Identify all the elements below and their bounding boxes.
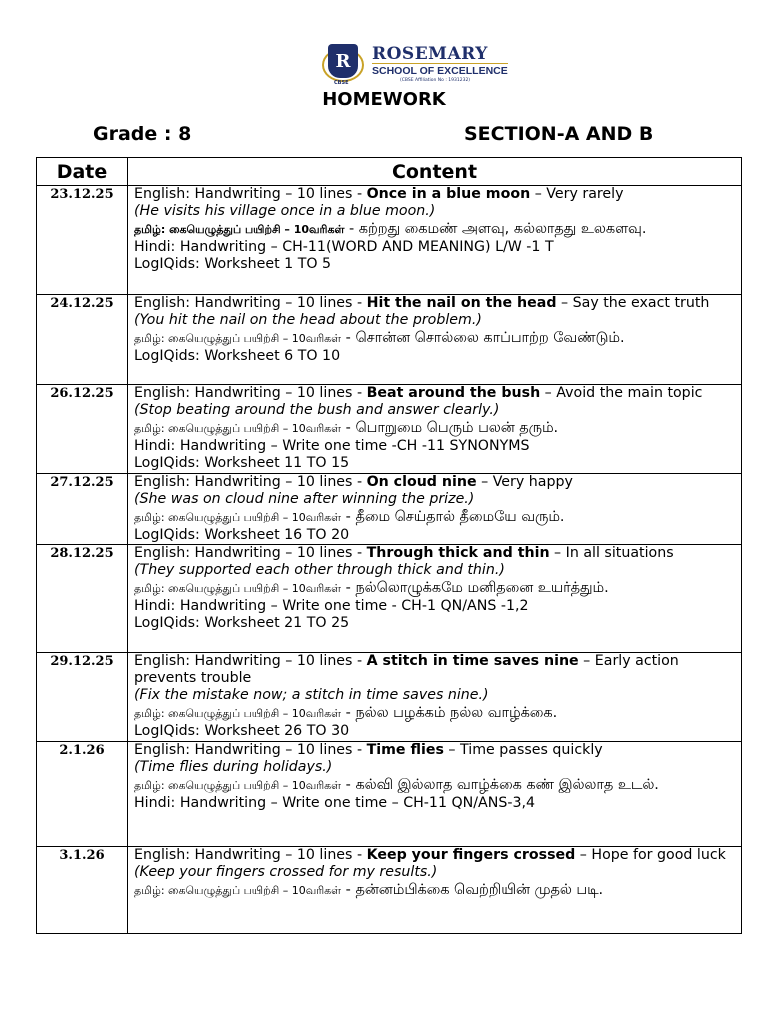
table-row bbox=[37, 847, 742, 934]
idiom: On cloud nine bbox=[366, 474, 477, 490]
tamil-task bbox=[134, 220, 735, 239]
row-content bbox=[128, 545, 742, 653]
content-header: Content bbox=[128, 158, 742, 186]
english-prefix: English: Handwriting – 10 lines - bbox=[134, 653, 367, 669]
homework-table bbox=[36, 157, 742, 934]
tamil-proverb: - சொன்ன சொல்லை காப்பாற்ற வேண்டும். bbox=[341, 330, 625, 346]
table-row bbox=[37, 474, 742, 545]
english-task bbox=[134, 653, 735, 704]
english-prefix: English: Handwriting – 10 lines - bbox=[134, 385, 367, 401]
page-title: HOMEWORK bbox=[322, 89, 446, 110]
tamil-task bbox=[134, 776, 735, 795]
school-subtitle: SCHOOL OF EXCELLENCE bbox=[372, 65, 508, 77]
english-task bbox=[134, 474, 735, 508]
idiom-meaning: – In all situations bbox=[549, 545, 674, 561]
row-date: 2.1.26 bbox=[37, 742, 128, 847]
logiqids-task: LogIQids: Worksheet 6 TO 10 bbox=[134, 348, 341, 364]
logo-cbse: CBSE bbox=[334, 80, 349, 86]
school-name: ROSEMARY bbox=[372, 44, 488, 64]
tamil-proverb: - பொறுமை பெரும் பலன் தரும். bbox=[341, 420, 559, 436]
school-logo bbox=[322, 44, 508, 86]
idiom: Keep your fingers crossed bbox=[366, 847, 576, 863]
idiom-example: (They supported each other through thick and thin.) bbox=[134, 562, 505, 578]
idiom-meaning: – Say the exact truth bbox=[556, 295, 710, 311]
english-prefix: English: Handwriting – 10 lines - bbox=[134, 545, 367, 561]
english-prefix: English: Handwriting – 10 lines - bbox=[134, 847, 367, 863]
tamil-prefix: தமிழ்: கையெழுத்துப் பயிற்சி – 10வரிகள் bbox=[134, 511, 342, 524]
hindi-task: Hindi: Handwriting – Write one time - CH-1 QN/ANS -1,2 bbox=[134, 598, 529, 614]
tamil-proverb: - கல்வி இல்லாத வாழ்க்கை கண் இல்லாத உடல். bbox=[341, 777, 659, 793]
school-affiliation: (CBSE Affiliation No : 1931232) bbox=[400, 78, 471, 83]
row-date: 29.12.25 bbox=[37, 653, 128, 742]
idiom-meaning: – Very rarely bbox=[530, 186, 624, 202]
tamil-prefix: தமிழ்: கையெழுத்துப் பயிற்சி – 10வரிகள் bbox=[134, 707, 342, 720]
idiom: Hit the nail on the head bbox=[366, 295, 557, 311]
row-date: 28.12.25 bbox=[37, 545, 128, 653]
tamil-prefix: தமிழ்: கையெழுத்துப் பயிற்சி – 10வரிகள் bbox=[134, 223, 345, 236]
idiom: Through thick and thin bbox=[366, 545, 550, 561]
row-date: 3.1.26 bbox=[37, 847, 128, 934]
table-row bbox=[37, 385, 742, 474]
idiom-meaning: – Early action prevents trouble bbox=[134, 653, 679, 686]
tamil-task bbox=[134, 881, 735, 900]
logo-letter: R bbox=[335, 50, 351, 72]
row-content bbox=[128, 742, 742, 847]
idiom: Time flies bbox=[366, 742, 444, 758]
tamil-task bbox=[134, 329, 735, 348]
tamil-task bbox=[134, 508, 735, 527]
row-content bbox=[128, 474, 742, 545]
row-content bbox=[128, 847, 742, 934]
english-prefix: English: Handwriting – 10 lines - bbox=[134, 742, 367, 758]
idiom-example: (Fix the mistake now; a stitch in time saves nine.) bbox=[134, 687, 489, 703]
row-date: 27.12.25 bbox=[37, 474, 128, 545]
logiqids-task: LogIQids: Worksheet 16 TO 20 bbox=[134, 527, 350, 543]
idiom: A stitch in time saves nine bbox=[366, 653, 579, 669]
logiqids-task: LogIQids: Worksheet 21 TO 25 bbox=[134, 615, 350, 631]
english-prefix: English: Handwriting – 10 lines - bbox=[134, 186, 367, 202]
idiom-example: (Time flies during holidays.) bbox=[134, 759, 333, 775]
english-task bbox=[134, 545, 735, 579]
tamil-proverb: - தன்னம்பிக்கை வெற்றியின் முதல் படி. bbox=[341, 882, 604, 898]
table-row bbox=[37, 742, 742, 847]
row-content bbox=[128, 186, 742, 295]
row-content bbox=[128, 653, 742, 742]
idiom-example: (She was on cloud nine after winning the prize.) bbox=[134, 491, 475, 507]
table-row bbox=[37, 295, 742, 385]
idiom-example: (You hit the nail on the head about the problem.) bbox=[134, 312, 482, 328]
tamil-task bbox=[134, 704, 735, 723]
english-prefix: English: Handwriting – 10 lines - bbox=[134, 474, 367, 490]
table-body bbox=[37, 186, 742, 934]
english-task bbox=[134, 295, 735, 329]
logiqids-task: LogIQids: Worksheet 11 TO 15 bbox=[134, 455, 350, 471]
english-task bbox=[134, 847, 735, 881]
english-task bbox=[134, 742, 735, 776]
tamil-proverb: - நல்ல பழக்கம் நல்ல வாழ்க்கை. bbox=[341, 705, 558, 721]
tamil-task bbox=[134, 419, 735, 438]
tamil-proverb: - கற்றது கைமண் அளவு, கல்லாதது உலகளவு. bbox=[344, 221, 647, 237]
table-header-row bbox=[37, 158, 742, 186]
tamil-prefix: தமிழ்: கையெழுத்துப் பயிற்சி – 10வரிகள் bbox=[134, 422, 342, 435]
hindi-task: Hindi: Handwriting – Write one time -CH -11 SYNONYMS bbox=[134, 438, 530, 454]
row-content bbox=[128, 385, 742, 474]
section-label: SECTION-A AND B bbox=[464, 123, 654, 145]
english-task bbox=[134, 385, 735, 419]
idiom-meaning: – Hope for good luck bbox=[575, 847, 726, 863]
idiom-meaning: – Avoid the main topic bbox=[540, 385, 703, 401]
row-content bbox=[128, 295, 742, 385]
english-prefix: English: Handwriting – 10 lines - bbox=[134, 295, 367, 311]
tamil-task bbox=[134, 579, 735, 598]
grade-label: Grade : 8 bbox=[93, 123, 192, 145]
idiom-meaning: – Time passes quickly bbox=[443, 742, 603, 758]
english-task bbox=[134, 186, 735, 220]
date-header: Date bbox=[37, 158, 128, 186]
shield-icon bbox=[328, 44, 358, 78]
idiom-meaning: – Very happy bbox=[476, 474, 573, 490]
idiom-example: (Stop beating around the bush and answer clearly.) bbox=[134, 402, 500, 418]
row-date: 23.12.25 bbox=[37, 186, 128, 295]
table-row bbox=[37, 653, 742, 742]
idiom-example: (Keep your fingers crossed for my results.) bbox=[134, 864, 438, 880]
table-row bbox=[37, 545, 742, 653]
tamil-proverb: - நல்லொழுக்கமே மனிதனை உயர்த்தும். bbox=[341, 580, 609, 596]
hindi-task: Hindi: Handwriting – Write one time – CH-11 QN/ANS-3,4 bbox=[134, 795, 536, 811]
tamil-prefix: தமிழ்: கையெழுத்துப் பயிற்சி – 10வரிகள் bbox=[134, 779, 342, 792]
idiom: Beat around the bush bbox=[366, 385, 541, 401]
tamil-prefix: தமிழ்: கையெழுத்துப் பயிற்சி – 10வரிகள் bbox=[134, 332, 342, 345]
row-date: 26.12.25 bbox=[37, 385, 128, 474]
hindi-task: Hindi: Handwriting – CH-11(WORD AND MEANING) L/W -1 T bbox=[134, 239, 554, 255]
tamil-prefix: தமிழ்: கையெழுத்துப் பயிற்சி – 10வரிகள் bbox=[134, 582, 342, 595]
table-row bbox=[37, 186, 742, 295]
idiom: Once in a blue moon bbox=[366, 186, 531, 202]
logiqids-task: LogIQids: Worksheet 1 TO 5 bbox=[134, 256, 332, 272]
tamil-prefix: தமிழ்: கையெழுத்துப் பயிற்சி – 10வரிகள் bbox=[134, 884, 342, 897]
tamil-proverb: - தீமை செய்தால் தீமையே வரும். bbox=[341, 509, 565, 525]
logiqids-task: LogIQids: Worksheet 26 TO 30 bbox=[134, 723, 350, 739]
row-date: 24.12.25 bbox=[37, 295, 128, 385]
idiom-example: (He visits his village once in a blue moon.) bbox=[134, 203, 436, 219]
